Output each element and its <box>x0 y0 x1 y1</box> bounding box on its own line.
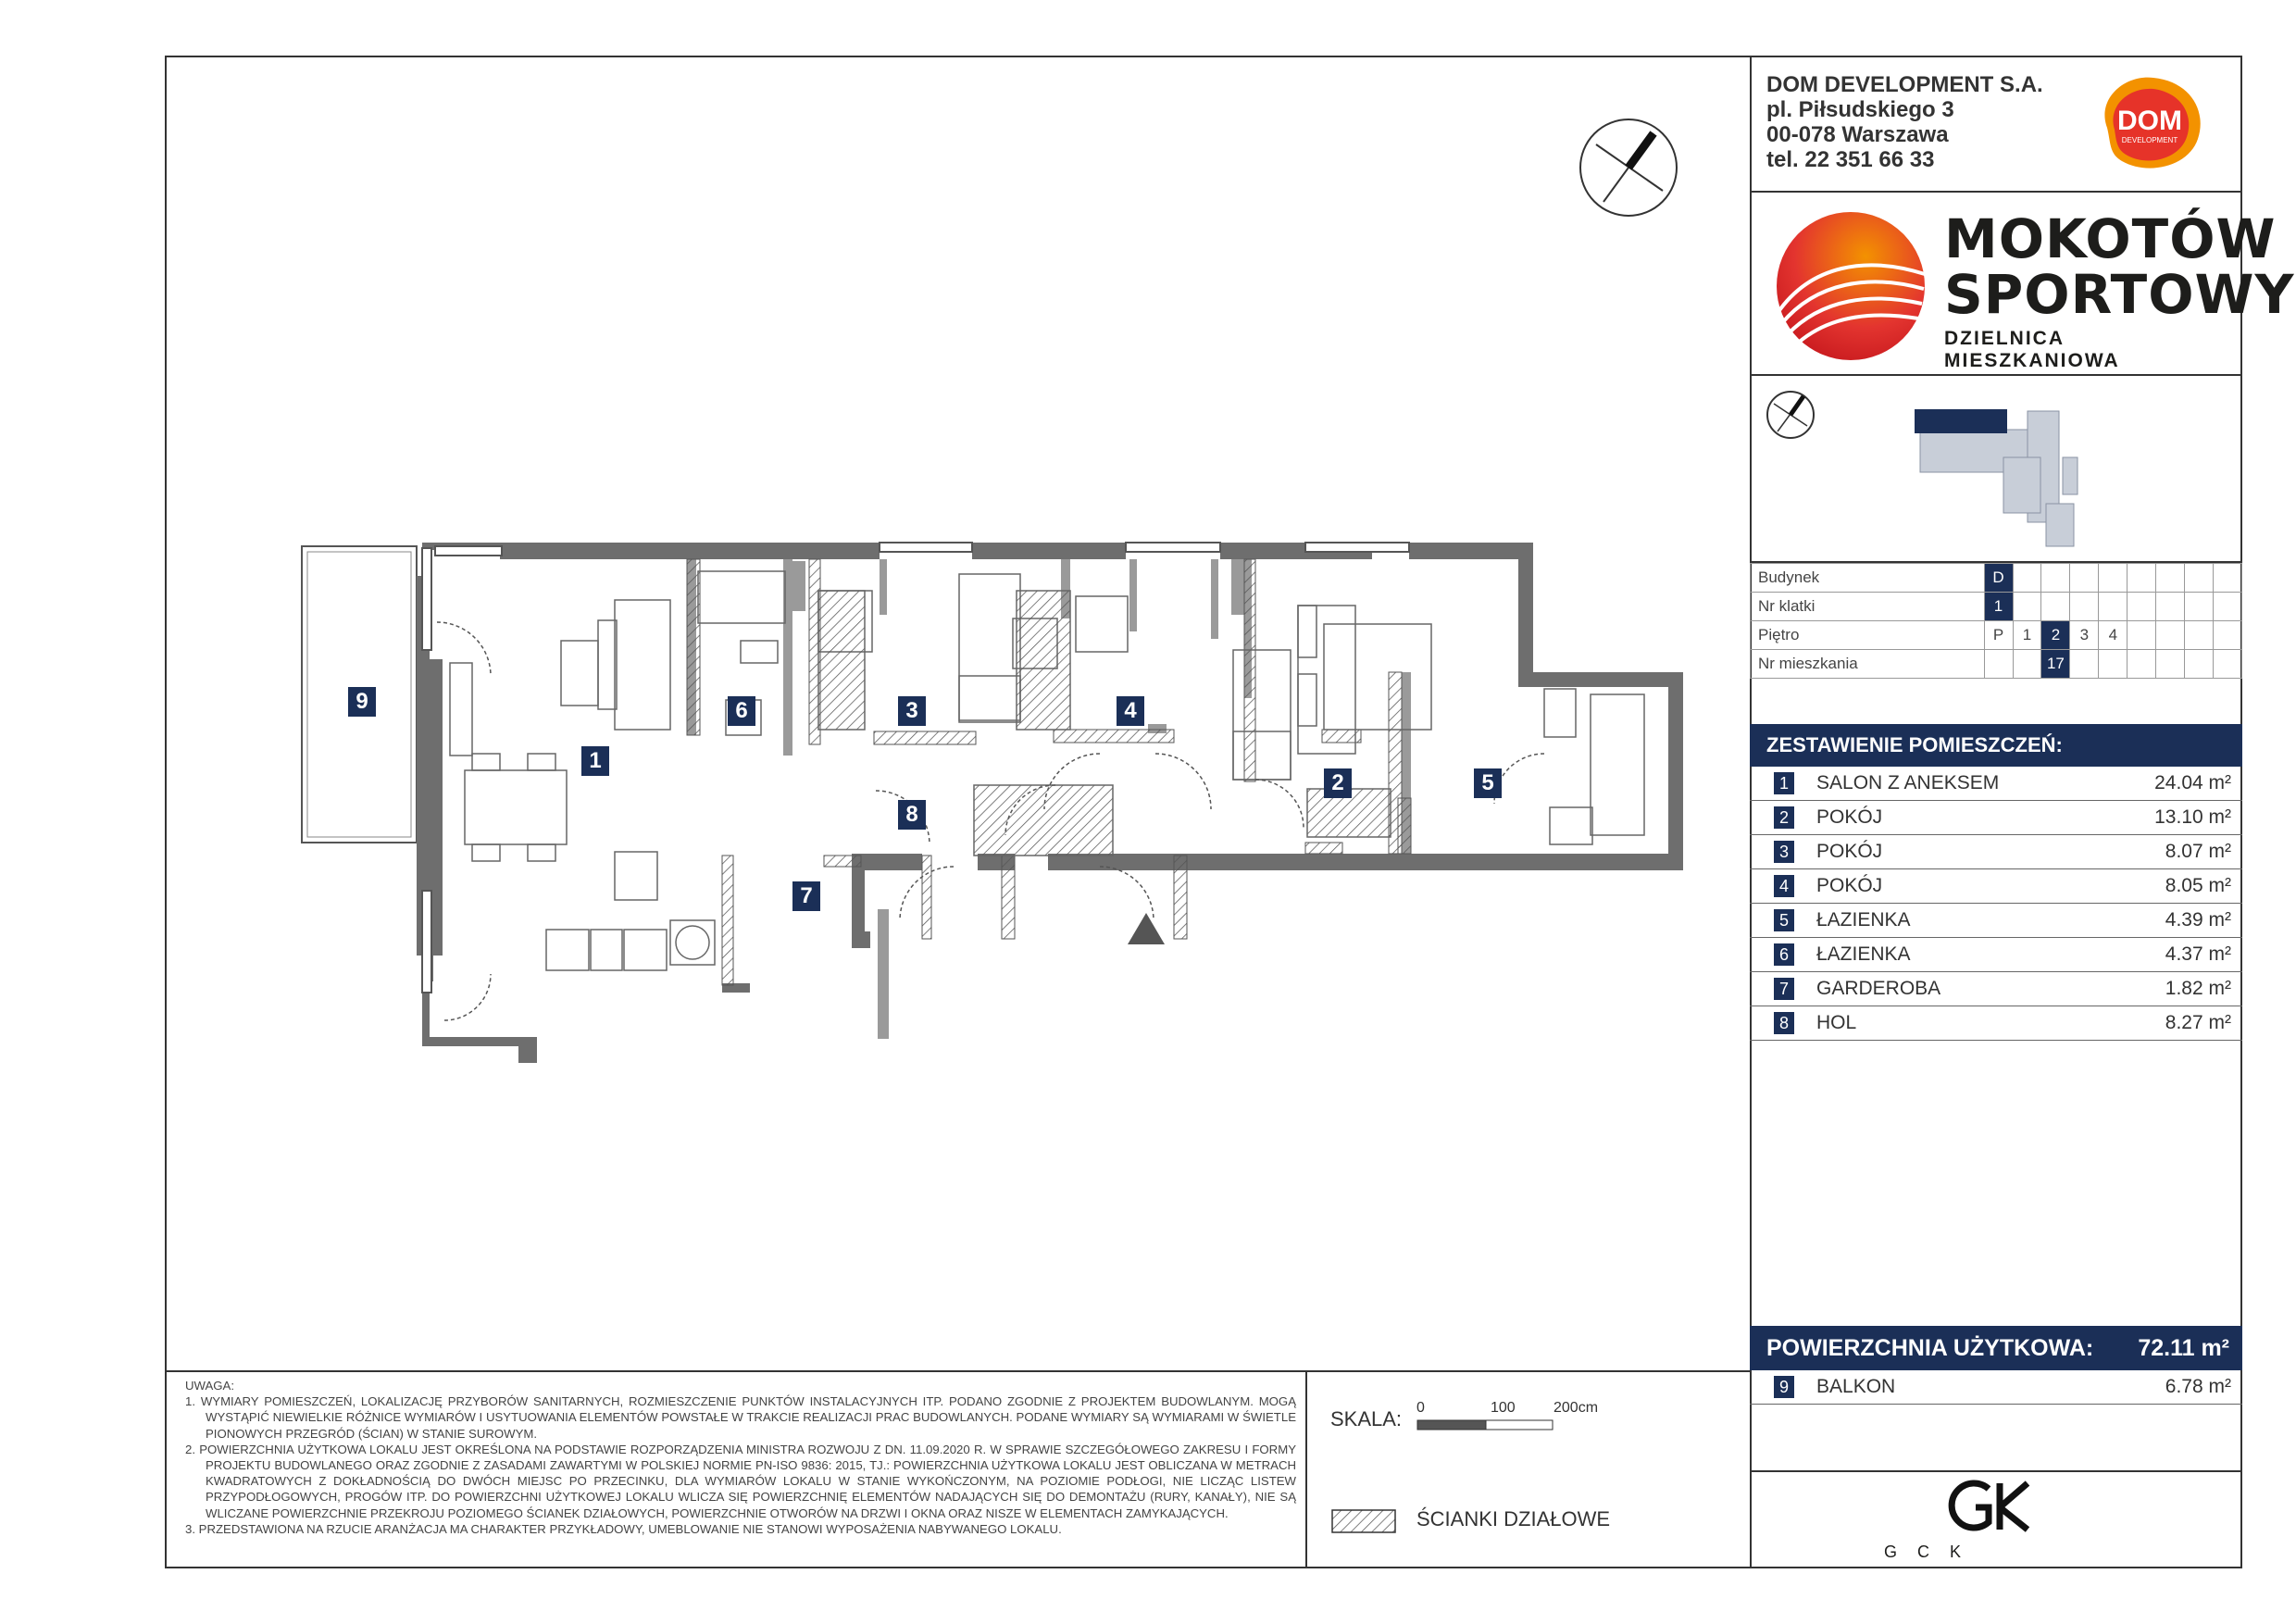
scale-bar <box>1416 1418 1555 1433</box>
location-cell <box>2070 593 2099 621</box>
windows <box>422 543 1409 993</box>
rooms-heading: ZESTAWIENIE POMIESZCZEŃ: <box>1750 724 2242 767</box>
balcony-row <box>1750 1370 2242 1405</box>
location-cell <box>2041 593 2070 621</box>
location-cell <box>2214 621 2242 650</box>
legend-label: ŚCIANKI DZIAŁOWE <box>1416 1507 1611 1530</box>
divider <box>1750 1470 2242 1472</box>
notes <box>185 1378 1296 1537</box>
mokotow-sportowy-logo-icon <box>1774 209 1928 363</box>
company-address2: 00-078 Warszawa <box>1766 122 1949 147</box>
floor-plan-area <box>167 57 1750 1370</box>
room-number: 6 <box>1774 943 1794 966</box>
company-phone: tel. 22 351 66 33 <box>1766 147 1935 172</box>
room-number: 3 <box>1774 841 1794 863</box>
location-cell <box>2013 564 2041 593</box>
plan-label-2: 2 <box>1324 768 1352 798</box>
divider <box>167 1370 1750 1372</box>
location-cell: D <box>1984 564 2013 593</box>
room-area: 13.10 m² <box>2154 806 2231 828</box>
plan-label-7: 7 <box>792 881 820 911</box>
note-item: 1. WYMIARY POMIESZCZEŃ, LOKALIZACJĘ PRZYBORÓW SANITARNYCH, ROZMIESZCZENIE PUNKTÓW INSTALACYJNYCH ITP. PODANO ZGODNIE Z PROJEKTEM BUDOWLANYM. MOGĄ WYSTĄPIĆ NIEWIELKIE RÓŻNICE WYMIARÓW I USYTUOWANIA ELEMENTÓW POWSTAŁE W TRAKCIE REALIZACJI PRAC BUDOWLANYCH. PODANE WYMIARY SĄ WYMIARAMI W ŚWIETLE PIONOWYCH PRZEGRÓD (ŚCIAN) W STANIE SUROWYM. <box>185 1394 1296 1441</box>
room-number: 8 <box>1774 1012 1794 1034</box>
scale-tick: 200cm <box>1554 1400 1599 1416</box>
location-cell <box>2156 621 2185 650</box>
location-cell: P <box>1984 621 2013 650</box>
location-cell <box>2070 564 2099 593</box>
divider <box>1305 1370 1307 1568</box>
brand-subtitle: DZIELNICA MIESZKANIOWA <box>1944 328 2120 371</box>
location-cell <box>2185 650 2214 679</box>
location-cell: 2 <box>2041 621 2070 650</box>
brand-line2: SPORTOWY <box>1944 263 2295 326</box>
location-row-budynek <box>1751 564 2242 593</box>
location-grid <box>1750 563 2242 679</box>
note-item: 2. POWIERZCHNIA UŻYTKOWA LOKALU JEST OKREŚLONA NA PODSTAWIE ROZPORZĄDZENIA MINISTRA ROZWOJU Z DN. 11.09.2020 R. W SPRAWIE SZCZEGÓŁOWEGO ZAKRESU I FORMY PROJEKTU BUDOWLANEGO ORAZ ZGODNIE Z ZASADAMI ZAWARTYMI W POLSKIEJ NORMIE PN-ISO 9836: 2015, TJ.: POWIERZCHNIA UŻYTKOWA LOKALU JEST OBLICZANA W METRACH KWADRATOWYCH Z DOKŁADNOŚCIĄ DO DWÓCH MIEJSC PO PRZECINKU, DLA WYMIARÓW LOKALU W STANIE WYKOŃCZONYM, NA POZIOMIE PODŁOGI, NIE LICZĄC LISTEW PRZYPODŁOGOWYCH, PROGÓW ITP. DO POWIERZCHNI UŻYTKOWEJ LOKALU WLICZA SIĘ POWIERZCHNIĘ ELEMENTÓW NADAJĄCYCH SIĘ DO DEMONTAŻU (RURY, KANAŁY), NIE SĄ WLICZANE POWIERZCHNIE PRZEKROJU POZIOMEGO ŚCIANEK DZIAŁOWYCH, POWIERZCHNIE OTWORÓW NA DRZWI I OKNA ORAZ NISZE W ELEMENTACH ZAMYKAJĄCYCH. <box>185 1442 1296 1520</box>
room-area: 4.39 m² <box>2165 909 2231 931</box>
room-name: GARDEROBA <box>1816 978 1941 999</box>
location-cell: 3 <box>2070 621 2099 650</box>
location-row-mieszkanie <box>1751 650 2242 679</box>
location-cell <box>2214 564 2242 593</box>
room-name: BALKON <box>1816 1376 1896 1397</box>
company-name: DOM DEVELOPMENT S.A. <box>1766 72 2043 97</box>
room-row <box>1750 869 2242 904</box>
plan-label-8: 8 <box>898 800 926 830</box>
room-number: 2 <box>1774 806 1794 829</box>
brand-block <box>1750 191 2295 374</box>
room-area: 4.37 m² <box>2165 943 2231 965</box>
location-cell <box>2185 593 2214 621</box>
room-area: 8.05 m² <box>2165 875 2231 896</box>
room-area: 8.07 m² <box>2165 841 2231 862</box>
location-cell: 1 <box>1984 593 2013 621</box>
note-item: 3. PRZEDSTAWIONA NA RZUCIE ARANŻACJA MA CHARAKTER PRZYKŁADOWY, UMEBLOWANIE NIE STANOWI WYPOSAŻENIA NABYWANEGO LOKALU. <box>185 1521 1062 1536</box>
room-row <box>1750 835 2242 869</box>
north-arrow-small-icon <box>1765 389 1816 441</box>
plan-sheet <box>165 56 2295 1568</box>
gck-letters: GCK <box>1884 1543 1982 1561</box>
location-cell <box>2214 593 2242 621</box>
room-name: POKÓJ <box>1816 875 1883 896</box>
scale-tick: 0 <box>1416 1400 1425 1416</box>
location-cell <box>2128 564 2156 593</box>
location-row-klatka <box>1751 593 2242 621</box>
location-cell <box>2013 650 2041 679</box>
room-number: 5 <box>1774 909 1794 931</box>
dom-development-logo <box>2089 70 2209 178</box>
room-number: 9 <box>1774 1376 1794 1398</box>
plan-label-9: 9 <box>348 687 376 717</box>
location-label: Nr mieszkania <box>1751 650 1985 679</box>
location-cell <box>2099 564 2128 593</box>
room-name: ŁAZIENKA <box>1816 909 1911 931</box>
room-name: ŁAZIENKA <box>1816 943 1911 965</box>
scale-tick: 100 <box>1491 1400 1516 1416</box>
plan-label-6: 6 <box>728 696 755 726</box>
room-number: 1 <box>1774 772 1794 794</box>
room-name: SALON Z ANEKSEM <box>1816 772 2000 793</box>
entrance-arrow <box>1128 913 1165 944</box>
room-row <box>1750 938 2242 972</box>
room-area: 6.78 m² <box>2165 1376 2231 1397</box>
furniture <box>450 571 1644 970</box>
location-cell <box>2156 564 2185 593</box>
room-row <box>1750 1006 2242 1041</box>
room-row <box>1750 801 2242 835</box>
location-cell <box>2013 593 2041 621</box>
room-number: 4 <box>1774 875 1794 897</box>
plan-label-3: 3 <box>898 696 926 726</box>
location-cell <box>2156 593 2185 621</box>
room-row <box>1750 767 2242 801</box>
location-cell <box>2156 650 2185 679</box>
location-cell <box>2214 650 2242 679</box>
room-row <box>1750 972 2242 1006</box>
logo-sub: DEVELOPMENT <box>2121 136 2178 144</box>
floor-plan <box>167 57 1750 1370</box>
location-cell <box>2185 621 2214 650</box>
logo-text: DOM <box>2117 106 2182 136</box>
key-plan-map <box>1911 402 2087 550</box>
location-cell <box>1984 650 2013 679</box>
location-cell <box>2128 650 2156 679</box>
key-plan-highlight <box>1915 409 2007 433</box>
location-cell <box>2128 621 2156 650</box>
company-address1: pl. Piłsudskiego 3 <box>1766 97 1954 122</box>
total-area-bar <box>1750 1326 2242 1370</box>
room-name: HOL <box>1816 1012 1857 1033</box>
location-cell <box>2128 593 2156 621</box>
plan-label-1: 1 <box>581 746 609 776</box>
room-area: 1.82 m² <box>2165 978 2231 999</box>
room-name: POKÓJ <box>1816 841 1883 862</box>
room-name: POKÓJ <box>1816 806 1883 828</box>
notes-title: UWAGA: <box>185 1379 234 1393</box>
gck-logo <box>1940 1476 2052 1541</box>
location-cell <box>2070 650 2099 679</box>
location-cell <box>2099 593 2128 621</box>
plan-label-5: 5 <box>1474 768 1502 798</box>
location-label: Piętro <box>1751 621 1985 650</box>
room-area: 8.27 m² <box>2165 1012 2231 1033</box>
location-cell <box>2185 564 2214 593</box>
location-label: Nr klatki <box>1751 593 1985 621</box>
scale-label: SKALA: <box>1330 1407 1403 1430</box>
title-block <box>1750 57 2295 1567</box>
total-area-value: 72.11 m² <box>2138 1335 2229 1361</box>
room-number: 7 <box>1774 978 1794 1000</box>
brand-title <box>1944 207 2295 326</box>
rooms-list <box>1750 767 2242 1041</box>
brand-line1: MOKOTÓW <box>1944 207 2277 270</box>
company-info <box>1766 72 2043 172</box>
location-cell <box>2099 650 2128 679</box>
location-cell: 17 <box>2041 650 2070 679</box>
room-area: 24.04 m² <box>2154 772 2231 793</box>
divider <box>1750 374 2242 376</box>
location-cell <box>2041 564 2070 593</box>
location-cell: 1 <box>2013 621 2041 650</box>
location-cell: 4 <box>2099 621 2128 650</box>
location-label: Budynek <box>1751 564 1985 593</box>
plan-label-4: 4 <box>1117 696 1144 726</box>
total-area-label: POWIERZCHNIA UŻYTKOWA: <box>1766 1335 2094 1361</box>
room-row <box>1750 904 2242 938</box>
location-row-pietro <box>1751 621 2242 650</box>
partition-wall-legend-icon <box>1331 1509 1396 1533</box>
